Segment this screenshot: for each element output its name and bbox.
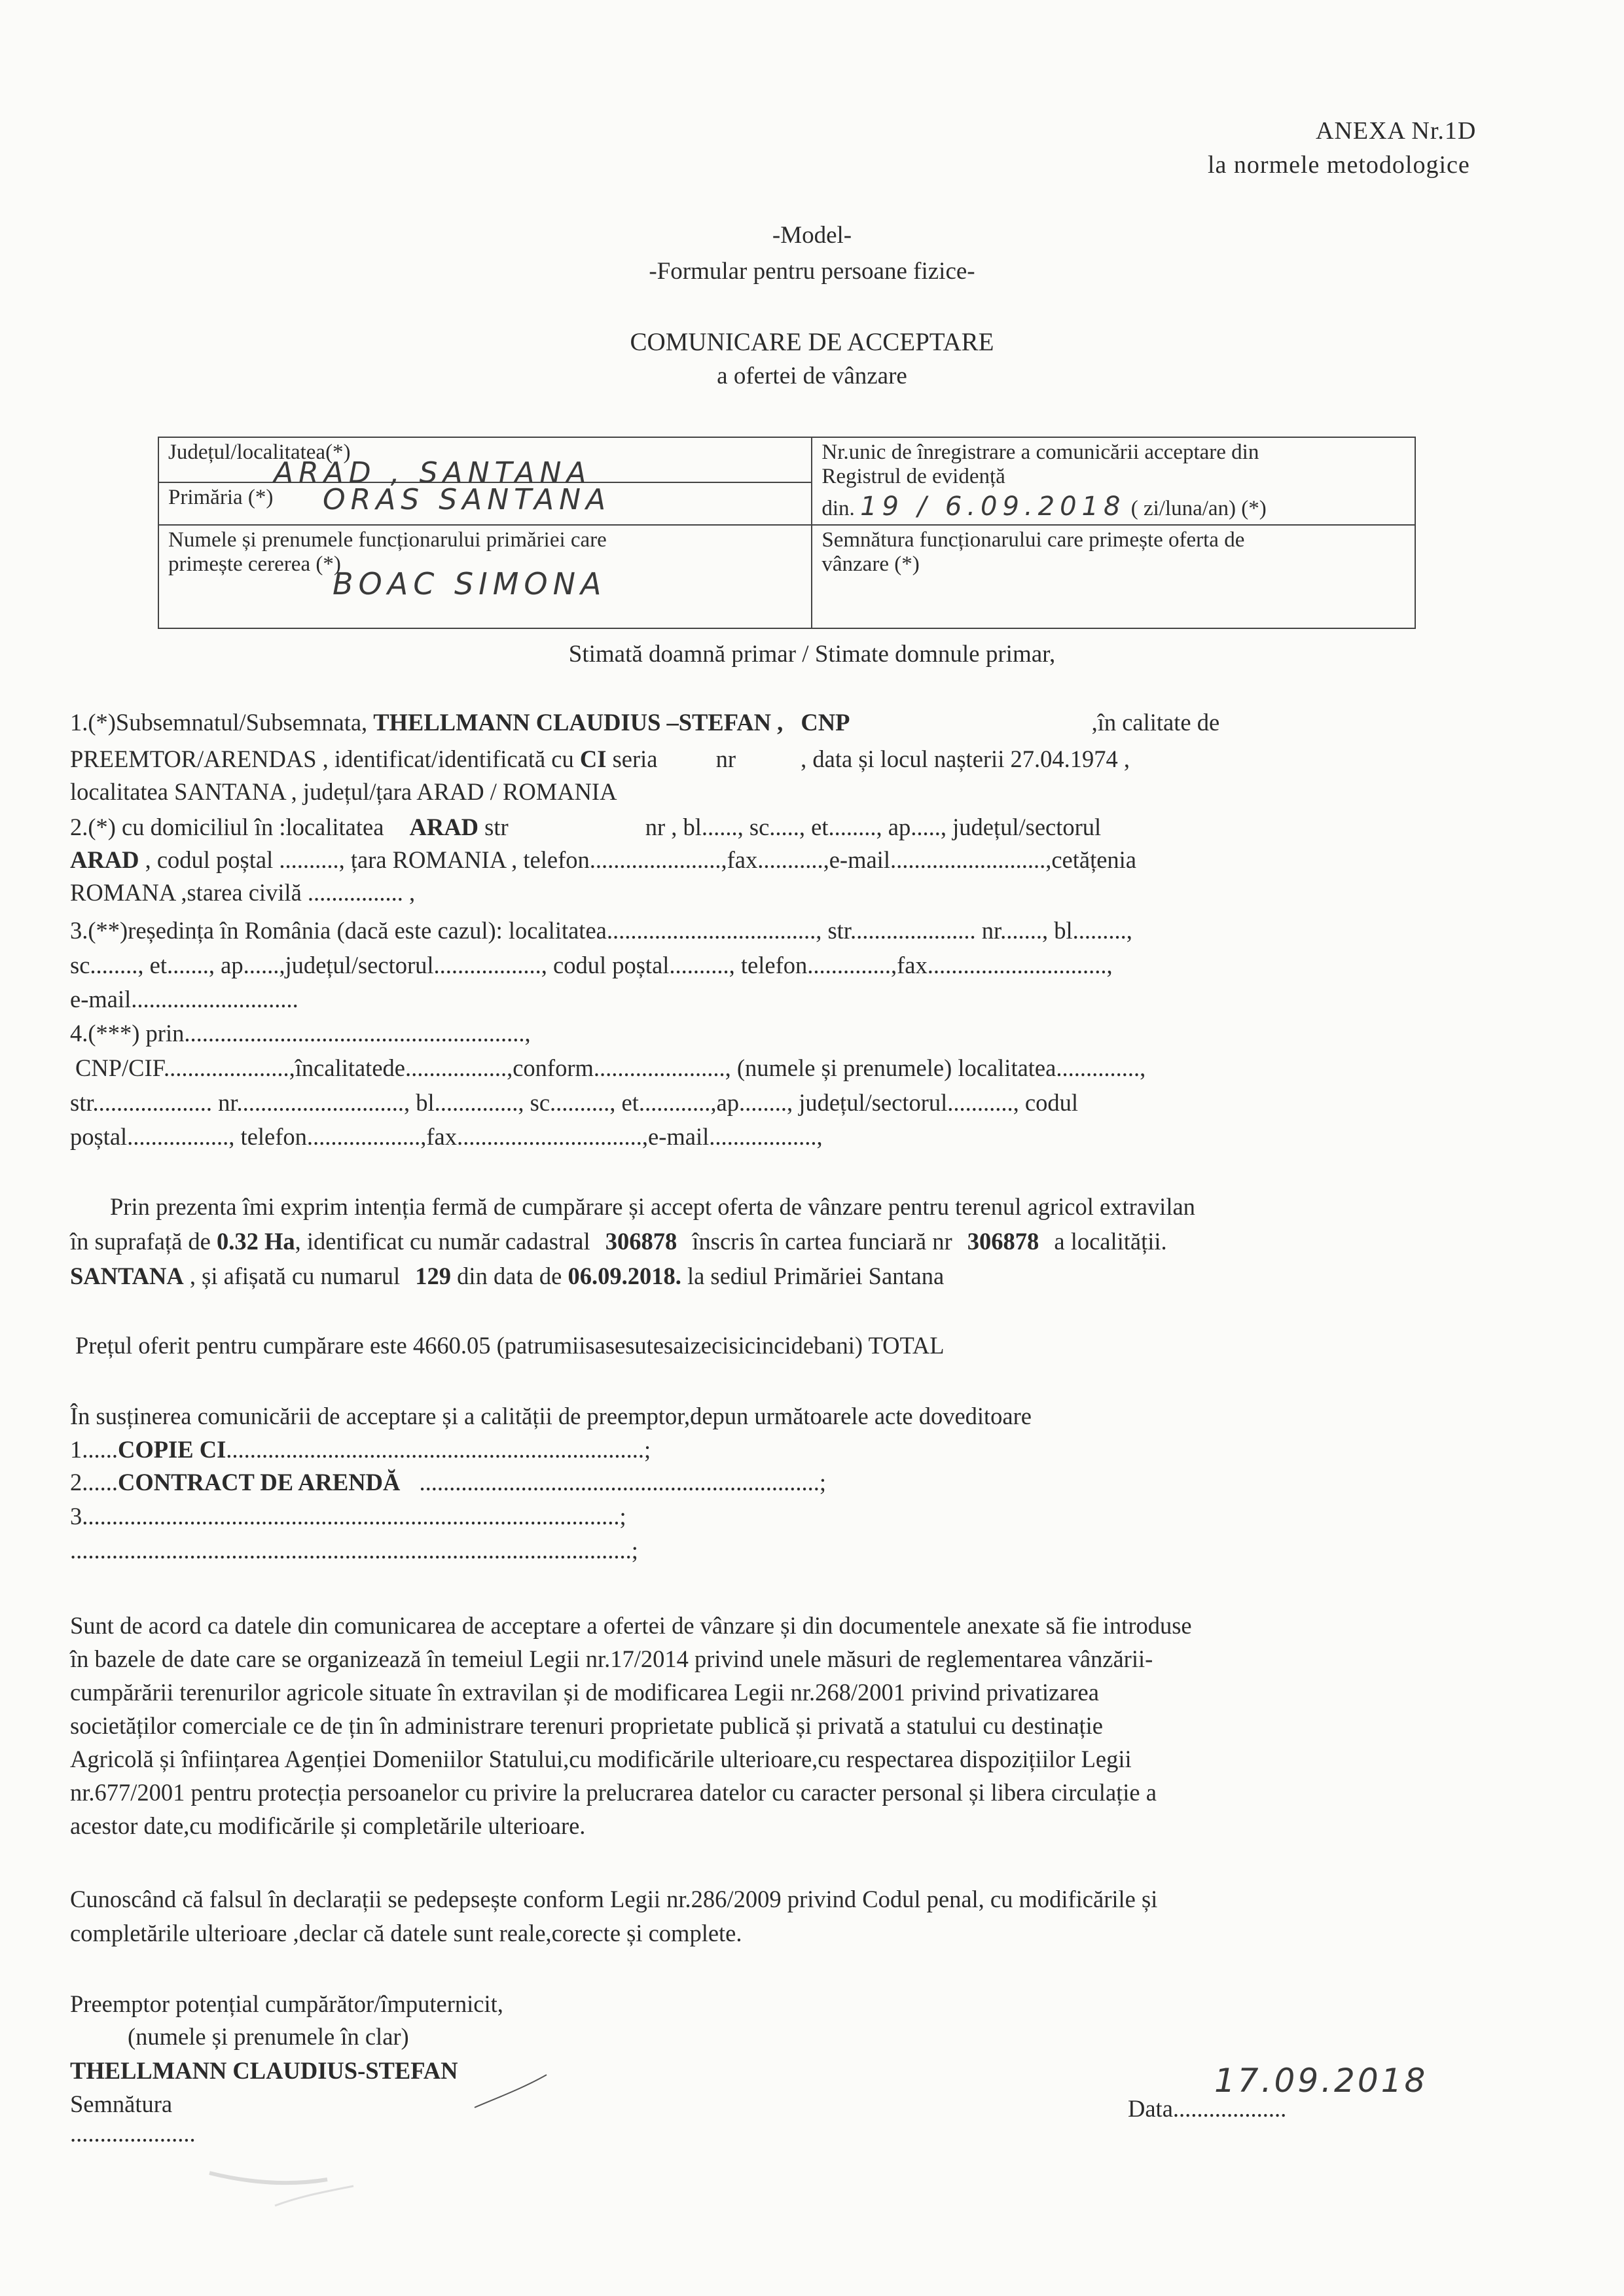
section3-line1: 3.(**)reședința în România (dacă este cazul): localitatea..................................., str..................... nr......., bl........., [70,917,1132,944]
consent-line-7: acestor date,cu modificările și completările ulterioare. [70,1812,586,1839]
offer-line3-a: , și afișată cu numarul [189,1263,401,1289]
section1-prefix: 1.(*)Subsemnatul/Subsemnata, [70,709,368,736]
scan-smudge [196,2160,367,2212]
section2-line2 [70,846,1136,874]
section4-line1: 4.(***) prin........................................................., [70,1020,531,1047]
offer-line2-b: , identificat cu număr cadastral [295,1228,590,1255]
section3-line2: sc........, et......., ap......,județul/sectorul.................., codul poștal.........., telefon..............,fax.............................., [70,952,1113,978]
city-hall-handwritten: ORAS SANTANA [323,483,611,517]
section1-line2 [70,745,1130,773]
county-label: Județul/localitatea(*) [168,440,351,464]
applicant-name: THELLMANN CLAUDIUS –STEFAN , [373,709,784,736]
section2-line1-c: nr , bl......, sc....., et........, ap....., județul/sectorul [645,814,1102,840]
consent-line-5: Agricolă și înființarea Agenției Domeniilor Statului,cu modificările ulterioare,cu respectarea dispozițiilor Legii [70,1746,1132,1772]
annex-number: ANEXA Nr.1D [1316,117,1477,145]
registration-prefix: din. [821,497,855,520]
consent-line-4: societăților comerciale ce de țin în administrare terenuri proprietate publică și privată a statului cu destinație [70,1712,1104,1739]
land-area: 0.32 Ha [216,1228,295,1255]
consent-line-3: cumpărării terenurilor agricole situate în extravilan și de modificarea Legii nr.268/2001 privind privatizarea [70,1679,1099,1706]
signatory-name: THELLMANN CLAUDIUS-STEFAN [70,2057,458,2084]
consent-line-2: în bazele de date care se organizează în temeiul Legii nr.17/2014 privind unele măsuri de reglementarea vânzării- [70,1645,1153,1672]
city-hall-label: Primăria (*) [168,486,274,510]
offer-line3-b: din data de [457,1263,562,1289]
consent-line-1: Sunt de acord ca datele din comunicarea de acceptare a ofertei de vânzare și din documentele anexate să fie introduse [70,1612,1192,1639]
county-handwritten: ARAD , SANTANA [274,456,592,490]
document-item-1-label: COPIE CI [118,1436,226,1463]
model-label: -Model- [772,222,852,249]
salutation: Stimată doamnă primar / Stimate domnule primar, [568,641,1056,668]
signature-cell [812,525,1415,628]
document-item-2 [70,1468,826,1496]
posting-number: 129 [415,1263,452,1289]
registration-label-2: Registrul de evidență [821,465,1005,488]
form-type: -Formular pentru persoane fizice- [649,258,975,285]
county-cell [158,437,812,490]
declaration-line-1: Cunoscând că falsul în declarații se pedepsește conform Legii nr.286/2009 privind Codul penal, cu modificările și [70,1886,1158,1912]
offer-line1: Prin prezenta îmi exprim intenția fermă de cumpărare și accept oferta de vânzare pentru terenul agricol extravilan [110,1193,1195,1220]
document-subtitle: a ofertei de vânzare [717,363,907,389]
posting-date: 06.09.2018. [568,1263,681,1289]
date-label: Data................... [1128,2095,1287,2122]
offered-price: Prețul oferit pentru cumpărare este 4660.05 (patrumiisasesutesaizecisicincidebani) TOTAL [75,1332,945,1359]
signature-scribble [471,2072,550,2111]
official-handwritten: BOAC SIMONA [333,566,607,601]
official-label-2: primește cererea (*) [168,552,341,576]
city-hall-cell [158,482,812,525]
documents-intro: În susținerea comunicării de acceptare și a calității de preemptor,depun următoarele acte doveditoare [70,1403,1032,1429]
domicile-city: ARAD [409,814,478,840]
declaration-line-2: completările ulterioare ,declar că datele sunt reale,corecte și complete. [70,1920,742,1946]
document-item-3: 3..........................................................................................; [70,1503,626,1530]
registration-table [158,437,1416,629]
registration-label-1: Nr.unic de înregistrare a comunicării acceptare din [821,440,1259,464]
document-item-2-prefix: 2...... [70,1469,118,1496]
signatory-role: Preemptor potențial cumpărător/împuternicit, [70,1990,503,2017]
document-item-2-dots: ...................................................................; [419,1469,826,1496]
section2-line3: ROMANA ,starea civilă ................ , [70,879,416,906]
registration-cell [812,437,1415,525]
domicile-county: ARAD [70,846,139,873]
signature-label-1: Semnătura funcționarului care primește oferta de [821,528,1245,552]
section2-line1-a: 2.(*) cu domiciliul în :localitatea [70,814,384,840]
signatory-hint: (numele și prenumele în clar) [128,2023,409,2050]
document-item-1 [70,1435,651,1463]
document-item-1-prefix: 1...... [70,1436,118,1463]
document-item-1-dots: ......................................................................; [226,1436,651,1463]
offer-locality: SANTANA [70,1263,184,1289]
section3-line3: e-mail............................ [70,986,298,1013]
signature-label-2: vânzare (*) [821,552,920,576]
section1-line2-a: PREEMTOR/ARENDAS , identificat/identificată cu [70,745,574,772]
offer-line2-d: a localității. [1054,1228,1167,1255]
signature-label: Semnătura [70,2090,173,2117]
section4-line2: CNP/CIF.....................,încalitatede.................,conform......................, (numele și prenumele) localitatea.............., [75,1054,1146,1081]
offer-line3 [70,1262,944,1290]
section2-line1 [70,813,1101,841]
cnp-label: CNP [801,709,850,736]
section1-line2-c: nr [715,745,736,772]
consent-line-6: nr.677/2001 pentru protecția persoanelor cu privire la prelucrarea datelor cu caracter personal și libera circulație a [70,1779,1157,1806]
offer-line3-c: la sediul Primăriei Santana [687,1263,945,1289]
annex-subtitle: la normele metodologice [1208,151,1470,179]
signature-line: ..................... [70,2120,196,2147]
offer-line2-c: înscris în cartea funciară nr [692,1228,952,1255]
section1-line2-d: , data și locul nașterii 27.04.1974 , [801,745,1130,772]
section1-line2-b: seria [612,745,658,772]
section4-line3: str.................... nr............................, bl.............., sc.........., et............,ap........, județul/sectorul..........., codul [70,1089,1078,1116]
land-book-number: 306878 [967,1228,1039,1255]
date-handwritten: 17.09.2018 [1214,2062,1428,2100]
section1-line3: localitatea SANTANA , județul/țara ARAD / ROMANIA [70,778,617,805]
document-item-2-label: CONTRACT DE ARENDĂ [118,1469,401,1496]
offer-line2-a: în suprafață de [70,1228,211,1255]
official-label-1: Numele și prenumele funcționarului primăriei care [168,528,607,552]
cadastral-number: 306878 [605,1228,677,1255]
document-item-4: ..............................................................................................; [70,1537,638,1564]
section4-line4: poștal................., telefon...................,fax...............................,e-mail.................., [70,1123,823,1150]
official-cell [158,525,812,628]
capacity-text: ,în calitate de [1091,709,1220,736]
id-type: CI [579,745,607,772]
offer-line2 [70,1227,1167,1255]
registration-date-handwritten: 19 / 6.09.2018 [860,492,1126,522]
section1-line1 [70,708,1219,736]
section2-line2-b: , codul poștal .........., țara ROMANIA , telefon......................,fax...........,e-mail..........................,cetățenia [145,846,1137,873]
document-title: COMUNICARE DE ACCEPTARE [630,328,994,356]
registration-suffix: ( zi/luna/an) (*) [1130,497,1267,520]
section2-line1-b: str [484,814,509,840]
